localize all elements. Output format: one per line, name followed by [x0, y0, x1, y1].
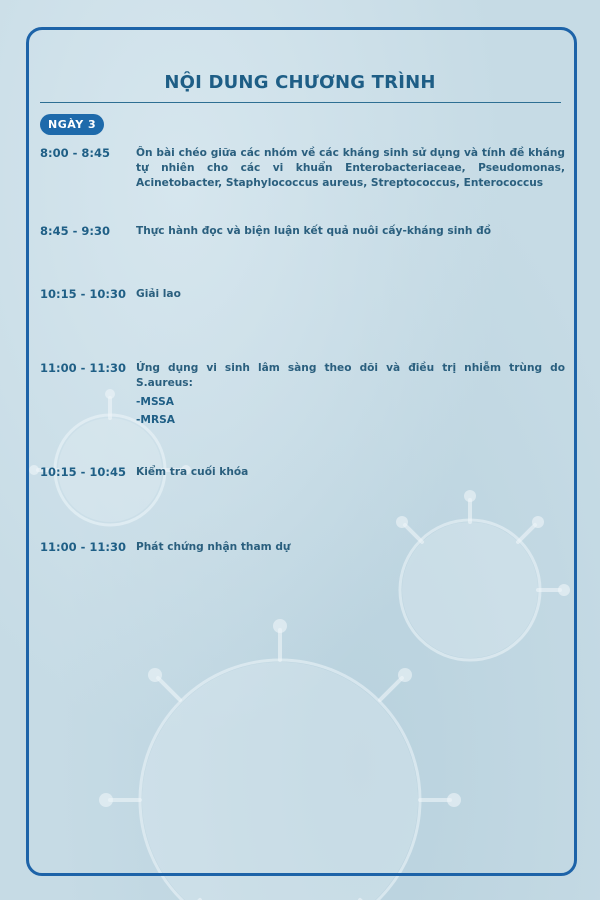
- schedule-description-text: Ứng dụng vi sinh lâm sàng theo dõi và điều trị nhiễm trùng do S.aureus:: [136, 362, 565, 389]
- schedule-description: [136, 361, 565, 429]
- schedule-time: 10:15 - 10:30: [40, 287, 126, 301]
- schedule-description: Kiểm tra cuối khóa: [136, 466, 249, 478]
- schedule-description: Thực hành đọc và biện luận kết quả nuôi cấy-kháng sinh đồ: [136, 225, 491, 237]
- schedule-description: Phát chứng nhận tham dự: [136, 541, 291, 553]
- sub-item: -MSSA: [136, 396, 174, 408]
- day-badge: NGÀY 3: [40, 114, 104, 135]
- schedule-description: Ôn bài chéo giữa các nhóm về các kháng sinh sử dụng và tính đề kháng tự nhiên cho các vi khuẩn Enterobacteriaceae, Pseudomonas, Acinetobacter, Staphylococcus aureus, Streptococcus, Enterococcus: [136, 147, 565, 189]
- page-title: NỘI DUNG CHƯƠNG TRÌNH: [164, 72, 436, 93]
- title-divider: [40, 102, 561, 103]
- schedule-time: 8:45 - 9:30: [40, 224, 110, 238]
- schedule-time: 8:00 - 8:45: [40, 146, 110, 160]
- sub-item: -MRSA: [136, 414, 175, 426]
- schedule-time: 11:00 - 11:30: [40, 361, 126, 375]
- schedule-description: Giải lao: [136, 288, 181, 300]
- schedule-time: 11:00 - 11:30: [40, 540, 126, 554]
- schedule-time: 10:15 - 10:45: [40, 465, 126, 479]
